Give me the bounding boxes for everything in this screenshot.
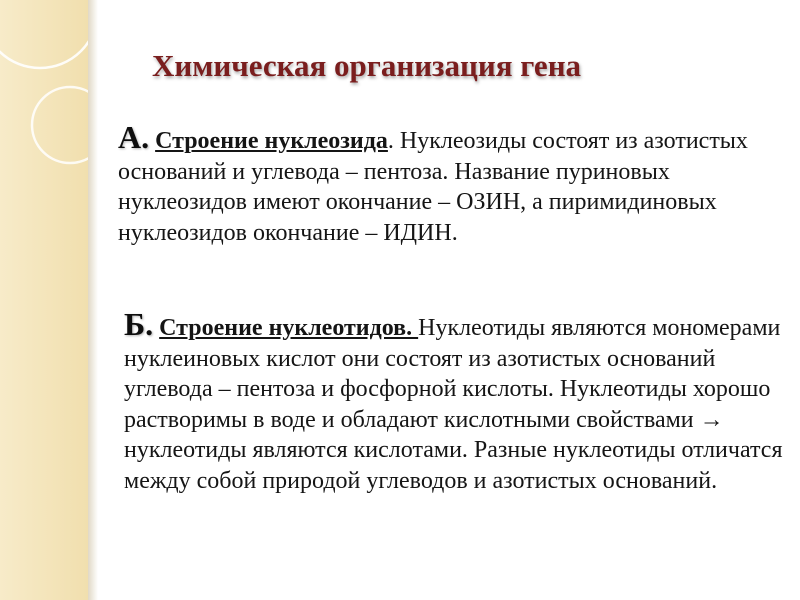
decorative-circle-top [0,0,88,68]
slide-title: Химическая организация гена [152,48,582,83]
paragraph-a [110,119,798,248]
section-b-heading: Строение нуклеотидов. [159,315,419,341]
section-a-heading: Строение нуклеозида [155,128,388,154]
section-b-marker: Б. [124,306,154,342]
decorative-circles [0,0,88,600]
section-a-marker: А. [118,119,150,155]
paragraph-b [110,306,800,496]
decorative-side-band [0,0,88,600]
section-a-text: . Нуклеозиды состоят из азотистых оснований и углевода – пентоза. Название пуриновых нуклеозидов имеют окончание – ОЗИН, а пиримидиновых нуклеозидов окончание – ИДИН. [118,128,748,246]
section-b-text: Нуклеотиды являются мономерами нуклеиновых кислот они состоят из азотистых оснований углевода – пентоза и фосфорной кислоты. Нуклеотиды хорошо растворимы в воде и обладают кислотными свойствами → нуклеотиды являются кислотами. Разные нуклеотиды отличатся между собой природой углеводов и азотистых оснований. [124,315,783,494]
side-band-shadow [88,0,98,600]
decorative-circle-mid [32,87,88,163]
